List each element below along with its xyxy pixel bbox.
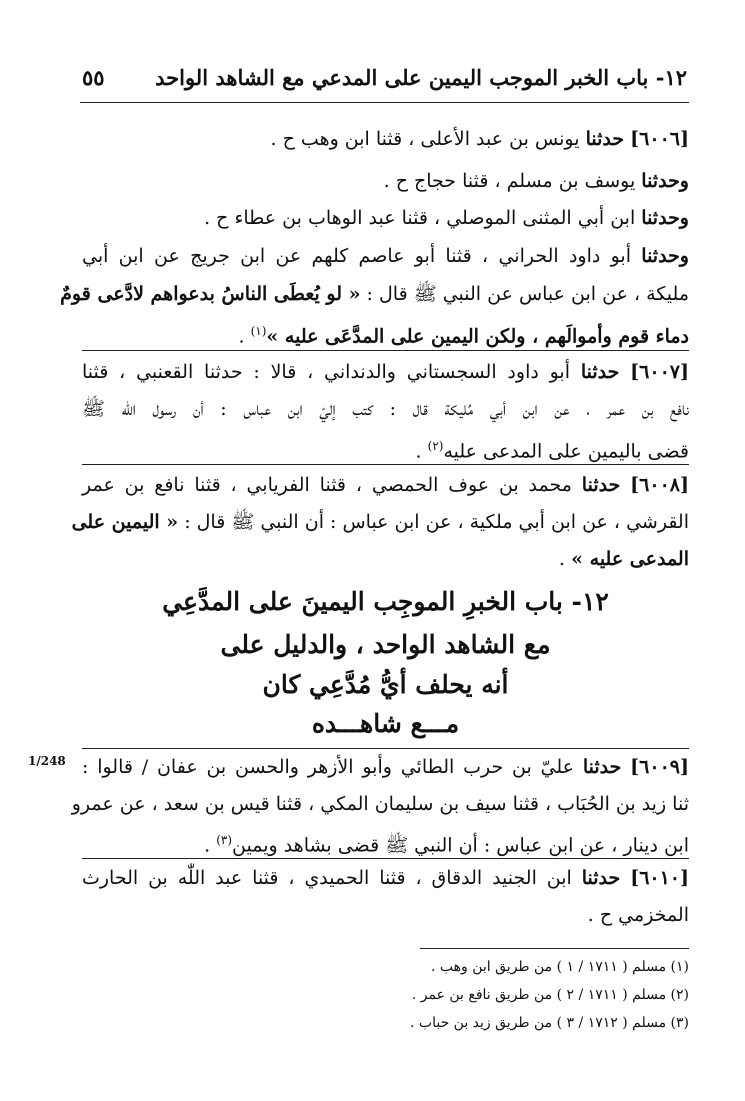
footnote-ref: (٣) — [216, 833, 233, 847]
header-rule — [80, 102, 689, 103]
text-run: ابن دينار ، عن ابن عباس : أن النبي ﷺ قضى بشاهد ويمين — [232, 834, 689, 857]
entry-6010-line-1 — [82, 863, 689, 893]
text-run: . — [238, 325, 251, 348]
footnote-2: (٢) مسلم ( ١٧١١ / ٢ ) من طريق نافع بن عمر . — [411, 987, 689, 1003]
entry-6007-line-3 — [416, 431, 689, 466]
entry-number: [٦٠٠٩] — [630, 756, 689, 778]
section-divider — [82, 350, 689, 351]
text-run: أبو داود السجستاني والدنداني ، قالا : حدثنا القعنبي ، قثنا — [82, 361, 570, 383]
margin-reference: 1/248 — [28, 754, 66, 768]
entry-6006-line-4 — [82, 241, 689, 271]
entry-6009-line-1 — [82, 752, 689, 782]
entry-6006-line-3 — [204, 203, 689, 233]
hadith-lead: حدثنا — [585, 128, 625, 150]
header-title: ١٢- باب الخبر الموجب اليمين على المدعي مع الشاهد الواحد — [155, 64, 687, 90]
chapter-heading-line-3: أنه يحلف أيُّ مُدَّعِي كان — [262, 670, 509, 699]
text-run: قضى باليمين على المدعى عليه — [443, 440, 689, 463]
entry-6010-line-2 — [588, 900, 689, 930]
section-divider — [82, 464, 689, 465]
hadith-lead: حدثنا — [582, 756, 622, 778]
hadith-lead: وحدثنا — [641, 207, 689, 229]
hadith-lead: حدثنا — [581, 867, 621, 889]
text-run: محمد بن عوف الحمصي ، قثنا الفريابي ، قثنا نافع بن عمر — [82, 474, 572, 496]
text-run: . — [415, 440, 428, 463]
section-divider — [82, 858, 689, 859]
text-run: أبو داود الحراني ، قثنا أبو عاصم كلهم عن ابن جريج عن ابن أبي — [82, 245, 631, 267]
entry-6008-line-1 — [82, 470, 689, 500]
text-run: . — [559, 548, 572, 570]
text-run: ابن أبي المثنى الموصلي ، قثنا عبد الوهاب بن عطاء ح . — [204, 207, 636, 229]
footnote-ref: (١) — [250, 324, 267, 338]
entry-6009-line-3 — [204, 825, 689, 860]
entry-number: [٦٠٠٦] — [630, 128, 689, 150]
entry-6009-line-2 — [71, 789, 689, 819]
entry-6006-line-1 — [271, 124, 689, 154]
chapter-heading-line-1: ١٢- باب الخبرِ الموجِب اليمينَ على المدَّعِي — [162, 587, 609, 616]
text-run: القرشي ، عن ابن أبي ملكية ، عن ابن عباس : أن النبي ﷺ قال : — [184, 511, 689, 533]
section-divider — [82, 748, 689, 749]
entry-number: [٦٠٠٧] — [630, 361, 689, 383]
text-run: نافع بن عمر ، عن ابن أبي مُليكة قال : كتب إليّ ابن عباس : أن رسول اللّٰه ﷺ — [82, 398, 689, 420]
text-run: يونس بن عبد الأعلى ، قثنا ابن وهب ح . — [270, 128, 580, 150]
text-run: مليكة ، عن ابن عباس عن النبي ﷺ قال : — [366, 283, 689, 305]
hadith-lead: حدثنا — [580, 361, 620, 383]
entry-number: [٦٠١٠] — [630, 867, 690, 889]
chapter-heading-line-4: مـــع شاهـــده — [311, 709, 460, 738]
entry-6006-line-5 — [60, 279, 689, 309]
text-run: . — [204, 834, 217, 857]
footnote-1: (١) مسلم ( ١٧١١ / ١ ) من طريق ابن وهب . — [431, 959, 689, 975]
text-run: المخزمي ح . — [587, 904, 689, 926]
hadith-matn: « اليمين على — [71, 511, 179, 533]
running-header — [82, 60, 687, 94]
text-run: عليّ بن حرب الطائي وأبو الأزهر والحسن بن عفان / قالوا : — [82, 756, 575, 778]
text-run: يوسف بن مسلم ، قثنا حجاج ح . — [383, 170, 636, 192]
entry-6008-line-3 — [559, 544, 689, 574]
entry-6008-line-2 — [71, 507, 689, 537]
entry-6006-line-6 — [238, 316, 689, 351]
entry-number: [٦٠٠٨] — [630, 474, 689, 496]
page-number: ٥٥ — [82, 64, 105, 90]
footnote-rule — [420, 948, 689, 949]
hadith-lead: حدثنا — [581, 474, 621, 496]
hadith-matn: « لو يُعطَى الناسُ بدعواهم لادَّعى قومٌ — [60, 283, 361, 305]
text-run: ثنا زيد بن الحُبَاب ، قثنا سيف بن سليمان المكي ، قثنا قيس بن سعد ، عن عمرو — [71, 793, 689, 815]
chapter-heading-line-2: مع الشاهد الواحد ، والدليل على — [220, 630, 551, 659]
hadith-lead: وحدثنا — [641, 245, 689, 267]
entry-6006-line-2 — [384, 166, 689, 196]
hadith-lead: وحدثنا — [641, 170, 689, 192]
footnote-3: (٣) مسلم ( ١٧١٢ / ٣ ) من طريق زيد بن حباب . — [410, 1015, 689, 1031]
footnote-ref: (٢) — [427, 439, 444, 453]
text-run: ابن الجنيد الدقاق ، قثنا الحميدي ، قثنا عبد اللّٰه بن الحارث — [82, 867, 572, 889]
hadith-matn: دماء قوم وأموالَهم ، ولكن اليمين على المدَّعَى عليه » — [266, 325, 689, 348]
entry-6007-line-1 — [82, 357, 689, 387]
hadith-matn: المدعى عليه » — [571, 548, 689, 570]
entry-6007-line-2 — [82, 394, 689, 424]
